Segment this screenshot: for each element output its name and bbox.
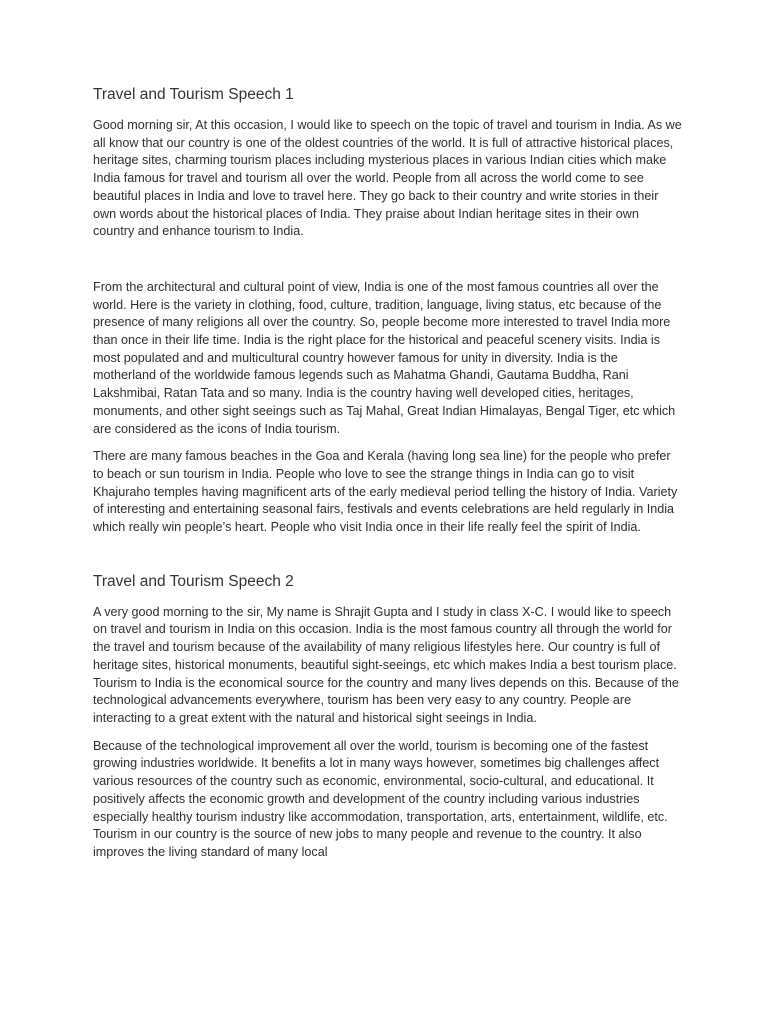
section-2-paragraph-2: Because of the technological improvement all over the world, tourism is becoming one of the fastest growing industries worldwide. It benefits a lot in many ways however, sometimes big challenges affect various resources of the country such as economic, environmental, socio-cultural, and educational. It positively affects the economic growth and development of the country including various industries especially healthy tourism industry like accommodation, transportation, arts, entertainment, wildlife, etc. Tourism in our country is the source of new jobs to many people and revenue to the country. It also improves the living standard of many local bbox=[93, 738, 668, 859]
section-1-paragraph-2: From the architectural and cultural point of view, India is one of the most famous countries all over the world. Here is the variety in clothing, food, culture, tradition, language, living status, etc because of the presence of many religions all over the country. So, people become more interested to travel India more than once in their life time. India is the right place for the historical and peaceful scenery visits. India is most populated and and multicultural country however famous for unity in diversity. India is the motherland of the worldwide famous legends such as Mahatma Ghandi, Gautama Buddha, Rani Lakshmibai, Ratan Tata and so many. India is the country having well developed cities, heritages, monuments, and other sight seeings such as Taj Mahal, Great Indian Himalayas, Bengal Tiger, etc which are considered as the icons of India tourism. bbox=[93, 279, 676, 436]
section-1-title: Travel and Tourism Speech 1 bbox=[93, 86, 294, 103]
document-content bbox=[93, 84, 683, 862]
section-2-title: Travel and Tourism Speech 2 bbox=[93, 572, 294, 590]
section-1-paragraph-3: There are many famous beaches in the Goa and Kerala (having long sea line) for the people who prefer to beach or sun tourism in India. People who love to see the strange things in India can go to visit Khajuraho temples having magnificent arts of the early medieval period telling the history of India. Variety of interesting and entertaining seasonal fairs, festivals and events celebrations are held regularly in India which really win people’s heart. People who visit India once in their life really feel the spirit of India. bbox=[93, 449, 678, 535]
section-1-paragraph-1: Good morning sir, At this occasion, I would like to speech on the topic of travel and tourism in India. As we all know that our country is one of the oldest countries of the world. It is full of attractive historical places, heritage sites, charming tourism places including mysterious places in various Indian cities which make India famous for travel and tourism all over the world. People from all across the world come to see beautiful places in India and love to travel here. They go back to their country and write stories in their own words about the historical places of India. They praise about Indian heritage sites in their own country and enhance tourism to India. bbox=[93, 118, 682, 239]
section-2-paragraph-1: A very good morning to the sir, My name is Shrajit Gupta and I study in class X-C. I would like to speech on travel and tourism in India on this occasion. India is the most famous country all through the world for the travel and tourism because of the availability of many religious lifestyles here. Our country is full of heritage sites, historical monuments, beautiful sight-seeings, etc which makes India a best tourism place. Tourism to India is the economical source for the country and many lives depends on this. Because of the technological advancements everywhere, tourism has been very easy to any country. People are interacting to a great extent with the natural and historical sight seeings in India. bbox=[93, 604, 679, 725]
